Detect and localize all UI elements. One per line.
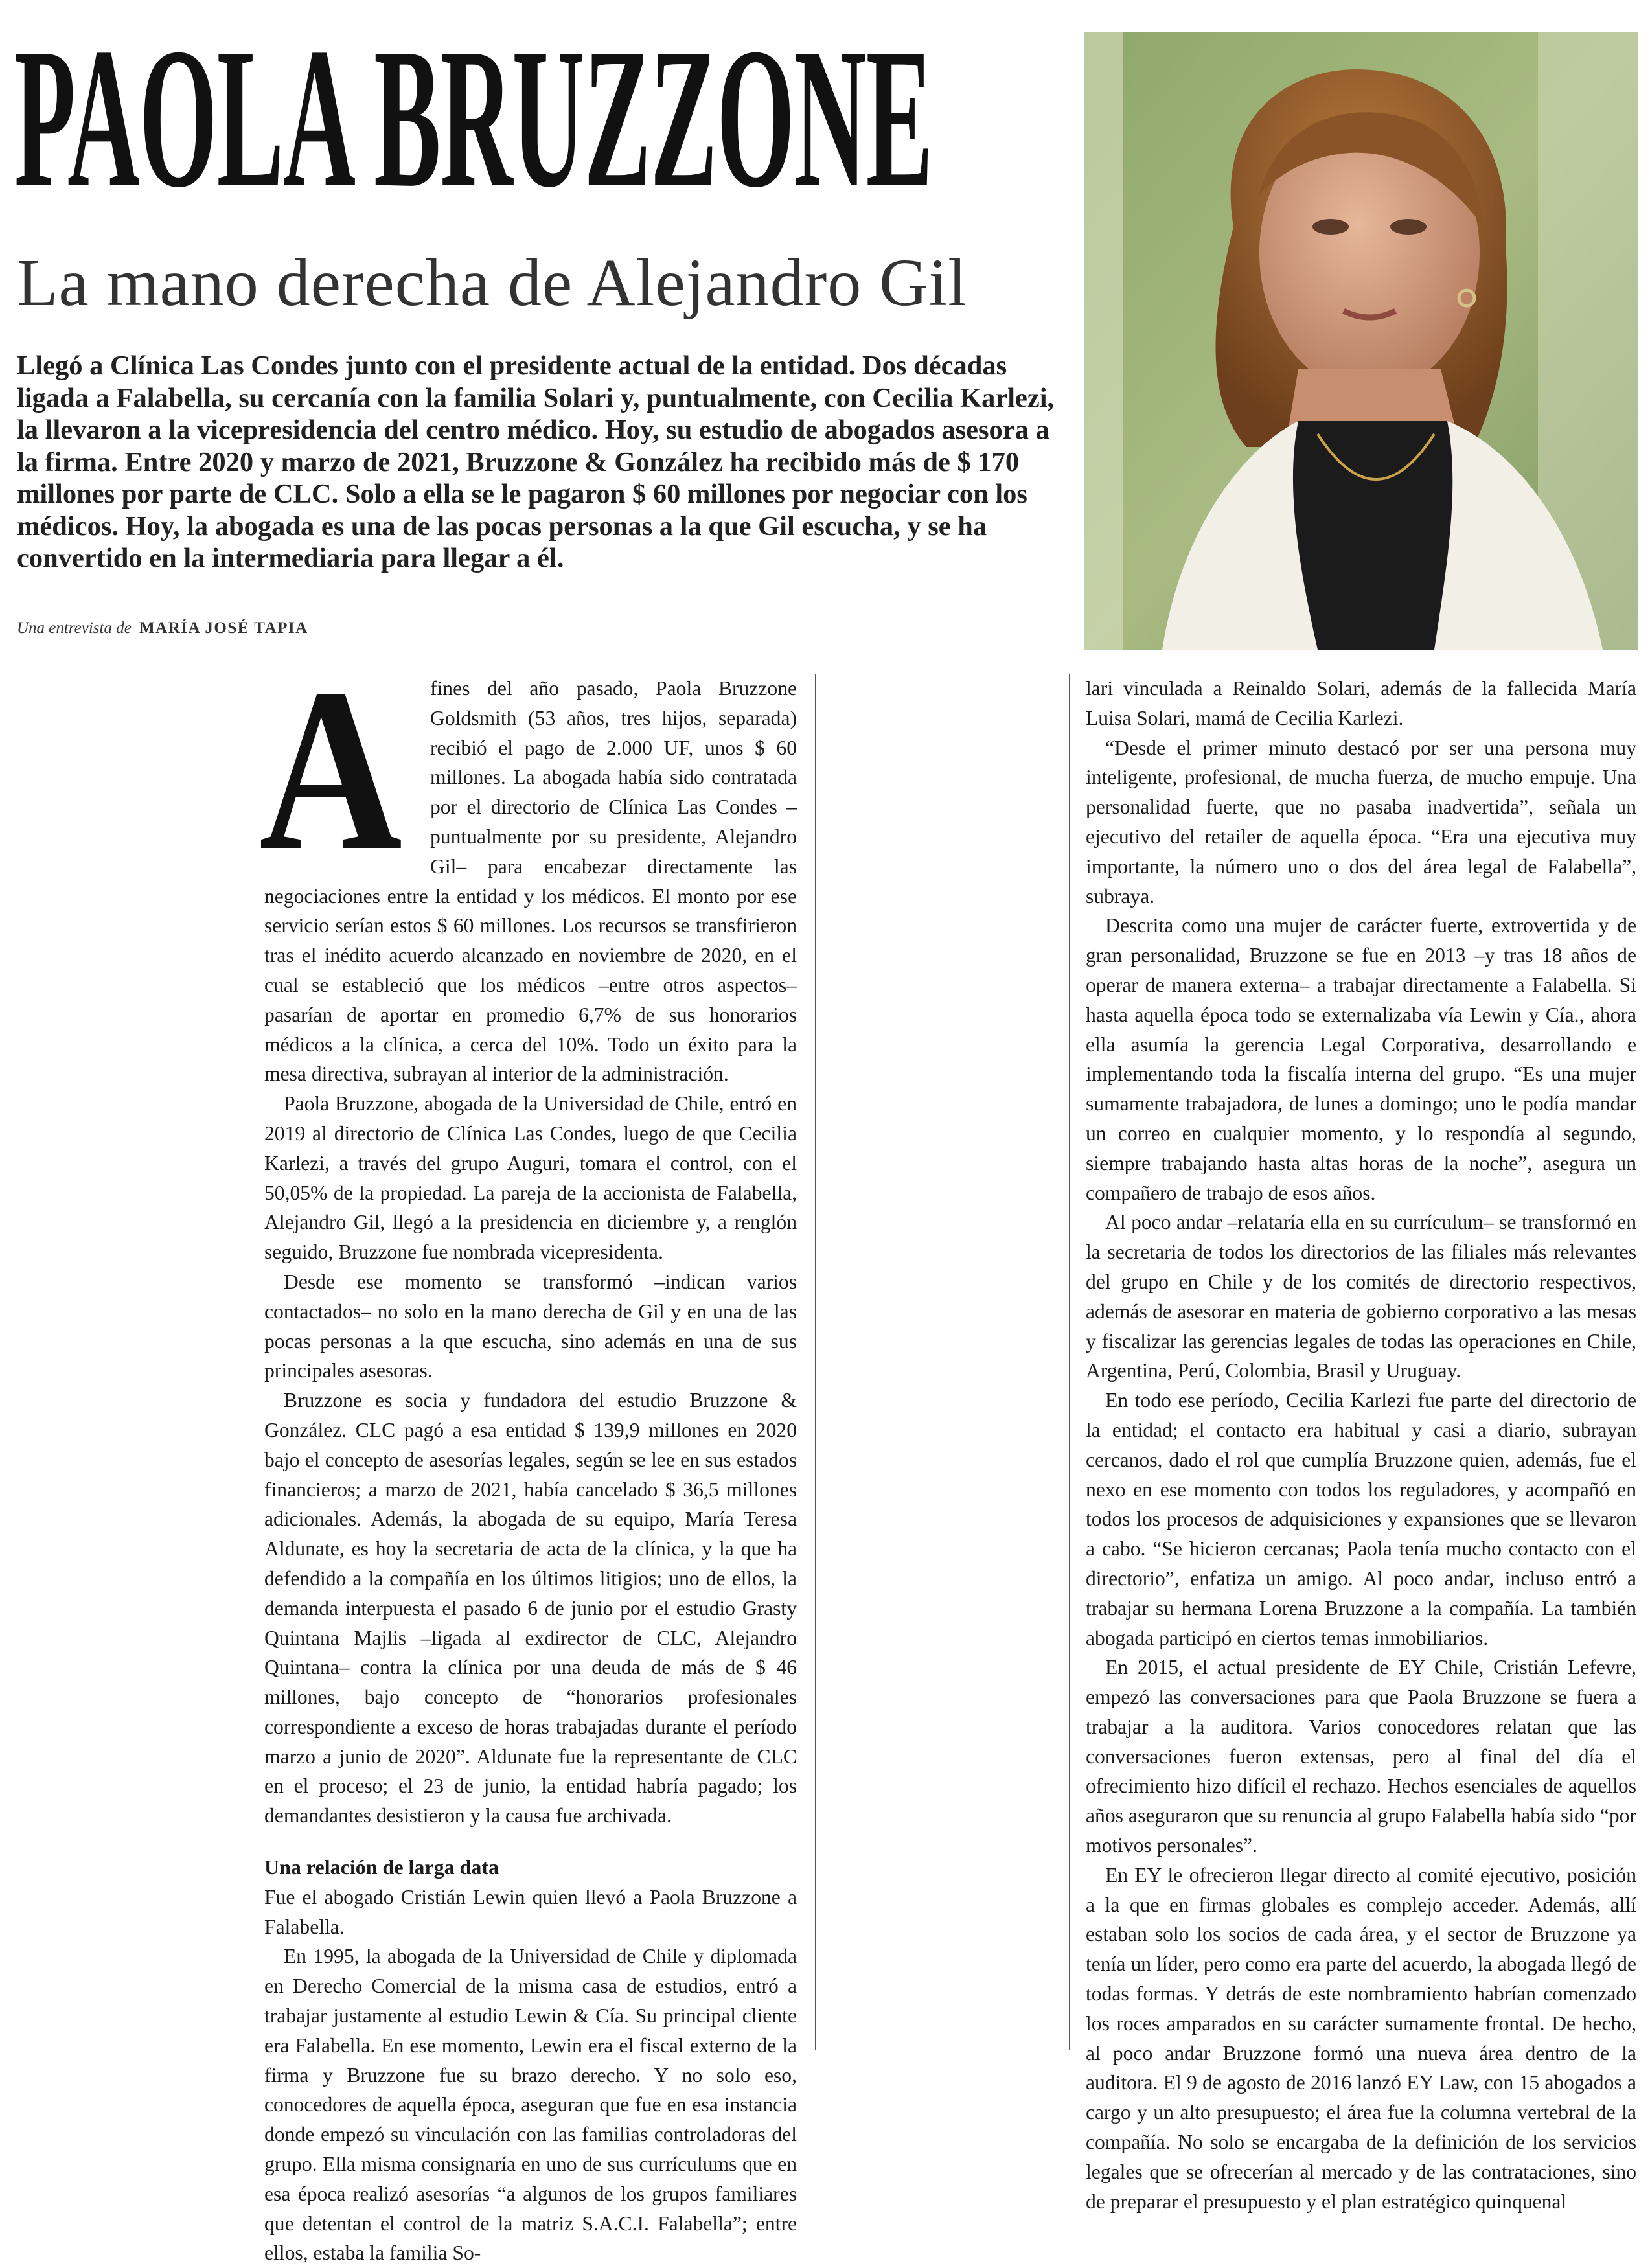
paragraph: Descrita como una mujer de carácter fuerte, extrovertida y de gran personalidad, Bruzzone se fue en 2013 –y tras 18 años de operar de manera externa– a trabajar directamente a Falabella. Si hasta aquella época todo se externalizaba vía Lewin y Cía., ahora ella asumía la gerencia Legal Corporativa, desarrollando e implementando toda la fiscalía interna del grupo. “Es una mujer sumamente trabajadora, de lunes a domingo; uno le podía mandar un correo en cualquier momento, y lo respondía al segundo, siempre trabajando hasta altas horas de la noche”, asegura un compañero de trabajo de esos años. (1086, 914, 1636, 1204)
section-heading: Una relación de larga data (264, 1855, 499, 1879)
article-title: PAOLA BRUZZONE (14, 7, 933, 229)
paragraph: “Desde el primer minuto destacó por ser una persona muy inteligente, profesional, de mucha fuerza, de mucho empuje. Una personalidad fuerte, que no pasaba inadvertida”, señala un ejecutivo del retailer de aquella época. “Era una ejecutiva muy importante, la número uno o dos del área legal de Falabella”, subraya. (1086, 736, 1636, 908)
portrait-illustration (1084, 32, 1638, 650)
paragraph: fines del año pasado, Paola Bruzzone Goldsmith (53 años, tres hijos, separada) recibió el pago de 2.000 UF, unos $ 60 millones. La abogada había sido contratada por el directorio de Clínica Las Condes –puntualmente por su presidente, Alejandro Gil– para encabezar directamente las negociaciones entre la entidad y los médicos. El monto por ese servicio serían estos $ 60 millones. Los recursos se transfirieron tras el inédito acuerdo alcanzado en noviembre de 2020, en el cual se estableció que los médicos –entre otros aspectos– pasarían de aportar en promedio 6,7% de sus honorarios médicos a la clínica, a cerca del 10%. Todo un éxito para la mesa directiva, subrayan al interior de la administración. (264, 677, 797, 1086)
paragraph: En EY le ofrecieron llegar directo al comité ejecutivo, posición a la que en firmas globales es complejo acceder. Además, allí estaban solo los socios de cada área, y el sector de Bruzzone ya tenía un líder, pero como era parte del acuerdo, la abogada llegó de todas formas. Y detrás de este nombramiento habrían comenzado los roces amparados en su carácter sumamente frontal. De hecho, al poco andar Bruzzone formó una nueva área dentro de la auditora. El 9 de agosto de 2016 lanzó EY Law, con 15 abogados a cargo y un alto presupuesto; el área fue la columna vertebral de la compañía. No solo se encargaba de la definición de los servicios legales que se ofrecerían al mercado y de las contrataciones, sino de preparar el presupuesto y el plan estratégico quinquenal (1086, 1863, 1636, 2213)
paragraph: Paola Bruzzone, abogada de la Universidad de Chile, entró en 2019 al directorio de Clínica Las Condes, luego de que Cecilia Karlezi, a través del grupo Auguri, tomara el control, con el 50,05% de la propiedad. La pareja de la accionista de Falabella, Alejandro Gil, llegó a la presidencia en diciembre y, a renglón seguido, Bruzzone fue nombrada vicepresidenta. (264, 1092, 797, 1264)
paragraph: En todo ese período, Cecilia Karlezi fue parte del directorio de la entidad; el contacto era habitual y casi a diario, subrayan cercanos, dado el rol que cumplía Bruzzone quien, además, fue el nexo en ese momento con todos los reguladores, y acompañó en todos los procesos de adquisiciones y expansiones que se llevaron a cabo. “Se hicieron cercanas; Paola tenía mucho contacto con el directorio”, enfatiza un amigo. Al poco andar, incluso entró a trabajar su hermana Lorena Bruzzone a la compañía. La también abogada participó en ciertos temas inmobiliarios. (1086, 1389, 1636, 1649)
paragraph: Fue el abogado Cristián Lewin quien llevó a Paola Bruzzone a Falabella. (264, 1885, 797, 1938)
column-rule-right (1069, 674, 1070, 2050)
paragraph: En 2015, el actual presidente de EY Chile, Cristián Lefevre, empezó las conversaciones para que Paola Bruzzone se fuera a trabajar a la auditora. Varios conocedores relatan que las conversaciones fueron extensas, pero al final del día el ofrecimiento hizo difícil el rechazo. Hechos esenciales de aquellos años aseguraron que su renuncia al grupo Falabella había sido “por motivos personales”. (1086, 1656, 1636, 1857)
paragraph: Desde ese momento se transformó –indican varios contactados– no solo en la mano derecha de Gil y en una de las pocas personas a la que escucha, sino además en una de sus principales asesoras. (264, 1270, 797, 1382)
paragraph: En 1995, la abogada de la Universidad de Chile y diplomada en Derecho Comercial de la misma casa de estudios, entró a trabajar justamente al estudio Lewin & Cía. Su principal cliente era Falabella. En ese momento, Lewin era el fiscal externo de la firma y Bruzzone fue su brazo derecho. Y no solo eso, conocedores de aquella época, aseguran que fue en esa instancia donde empezó su vinculación con las familias controladoras del grupo. Ella misma consignaría en uno de sus currículums que en esa época realizó asesorías “a algunos de los grupos familiares que detentan el control de la matriz S.A.C.I. Falabella”; entre ellos, estaba la familia So- (264, 1945, 797, 2265)
byline-prefix: Una entrevista de (17, 619, 132, 637)
article-lead: Llegó a Clínica Las Condes junto con el presidente actual de la entidad. Dos décadas ligada a Falabella, su cercanía con la familia Solari y, puntualmente, con Cecilia Karlezi, la llevaron a la vicepresidencia del centro médico. Hoy, su estudio de abogados asesora a la firma. Entre 2020 y marzo de 2021, Bruzzone & González ha recibido más de $ 170 millones por parte de CLC. Solo a ella se le pagaron $ 60 millones por negociar con los médicos. Hoy, la abogada es una de las pocas personas a la que Gil escucha, y se ha convertido en la intermediaria para llegar a él. (17, 350, 1055, 573)
body-column-1 (259, 640, 797, 2265)
body-column-2 (1086, 674, 1636, 2213)
paragraph: Bruzzone es socia y fundadora del estudio Bruzzone & González. CLC pagó a esa entidad $ 139,9 millones en 2020 bajo el concepto de asesorías legales, según se lee en sus estados financieros; a marzo de 2021, había cancelado $ 36,5 millones adicionales. Además, la abogada de su equipo, María Teresa Aldunate, es hoy la secretaria de acta de la clínica, y la que ha defendido a la compañía en los últimos litigios; uno de ellos, la demanda interpuesta el pasado 6 de junio por el estudio Grasty Quintana Majlis –ligada al exdirector de CLC, Alejandro Quintana– contra la clínica por una deuda de más de $ 46 millones, bajo concepto de “honorarios profesionales correspondiente a exceso de horas trabajadas durante el período marzo a junio de 2020”. Aldunate fue la representante de CLC en el proceso; el 23 de junio, la entidad habría pagado; los demandantes desistieron y la causa fue archivada. (264, 1389, 797, 1827)
paragraph: Al poco andar –relataría ella en su currículum– se transformó en la secretaria de todos los directorios de las filiales más relevantes del grupo en Chile y de los comités de directorio respectivos, además de asesorar en materia de gobierno corporativo a las mesas y fiscalizar las gerencias legales de todas las operaciones en Chile, Argentina, Perú, Colombia, Brasil y Uruguay. (1086, 1211, 1636, 1382)
paragraph: lari vinculada a Reinaldo Solari, además de la fallecida María Luisa Solari, mamá de Cecilia Karlezi. (1086, 677, 1636, 729)
article-subtitle: La mano derecha de Alejandro Gil (17, 246, 968, 320)
byline (17, 620, 308, 636)
byline-author: MARÍA JOSÉ TAPIA (139, 619, 308, 637)
column-rule-left (815, 674, 816, 2050)
portrait-photo (1084, 32, 1638, 650)
drop-cap: A (259, 640, 402, 899)
